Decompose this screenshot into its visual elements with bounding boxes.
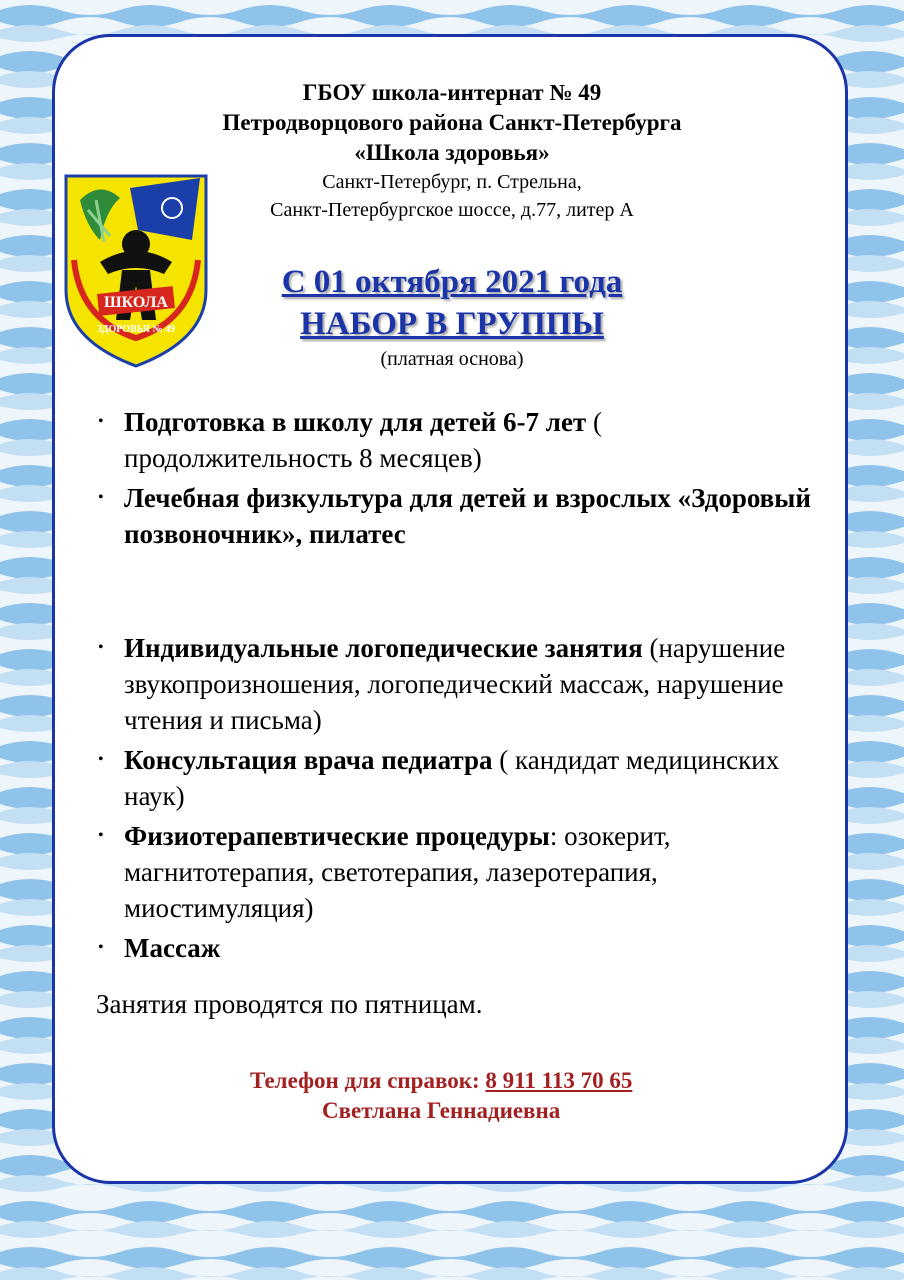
contact-phone-line — [250, 1066, 632, 1096]
enrollment-title: НАБОР В ГРУППЫ — [300, 306, 604, 342]
address-line2: Санкт-Петербургское шоссе, д.77, литер А — [270, 199, 634, 221]
item-title: Индивидуальные логопедические занятия — [124, 633, 643, 663]
list-item — [92, 630, 812, 738]
logo-text-bottom: ЗДОРОВЬЯ № 49 — [96, 324, 176, 335]
school-name-line3: «Школа здоровья» — [354, 140, 550, 165]
bullet-icon: • — [98, 489, 104, 506]
school-header — [0, 78, 904, 224]
list-item — [92, 930, 812, 966]
schedule-note: Занятия проводятся по пятницам. — [96, 989, 483, 1019]
bullet-icon: • — [98, 413, 104, 430]
bullet-icon: • — [98, 939, 104, 956]
list-gap — [92, 556, 812, 626]
phone-label: Телефон для справок: — [250, 1068, 486, 1093]
services-list — [92, 404, 812, 970]
bullet-icon: • — [98, 639, 104, 656]
logo-text-top: ШКОЛА — [104, 294, 168, 311]
phone-number[interactable]: 8 911 113 70 65 — [485, 1068, 633, 1093]
item-detail: ( кандидат медицинских наук) — [124, 745, 780, 811]
item-title: Консультация врача педиатра — [124, 745, 493, 775]
bullet-icon: • — [98, 751, 104, 768]
school-name-line2: Петродворцового района Санкт-Петербурга — [222, 110, 682, 135]
address-line1: Санкт-Петербург, п. Стрельна, — [322, 171, 582, 193]
list-item — [92, 818, 812, 926]
start-date-title: С 01 октября 2021 года — [281, 264, 623, 300]
school-name-line1: ГБОУ школа-интернат № 49 — [302, 80, 602, 105]
item-detail: : озокерит, магнитотерапия, светотерапия, лазеротерапия, миостимуляция) — [124, 821, 671, 923]
list-item — [92, 480, 812, 552]
item-detail: (нарушение звукопроизношения, логопедический массаж, нарушение чтения и письма) — [124, 633, 786, 735]
item-title: Лечебная физкультура для детей и взрослых «Здоровый позвоночник», пилатес — [124, 483, 811, 549]
contact-person: Светлана Геннадиевна — [322, 1098, 561, 1123]
item-title: Массаж — [124, 933, 221, 963]
item-title: Подготовка в школу для детей 6-7 лет — [124, 407, 587, 437]
item-title: Физиотерапевтические процедуры — [124, 821, 550, 851]
list-item — [92, 742, 812, 814]
item-detail: ( продолжительность 8 месяцев) — [124, 407, 602, 473]
list-item — [92, 404, 812, 476]
paid-basis-note: (платная основа) — [380, 348, 524, 370]
bullet-icon: • — [98, 827, 104, 844]
